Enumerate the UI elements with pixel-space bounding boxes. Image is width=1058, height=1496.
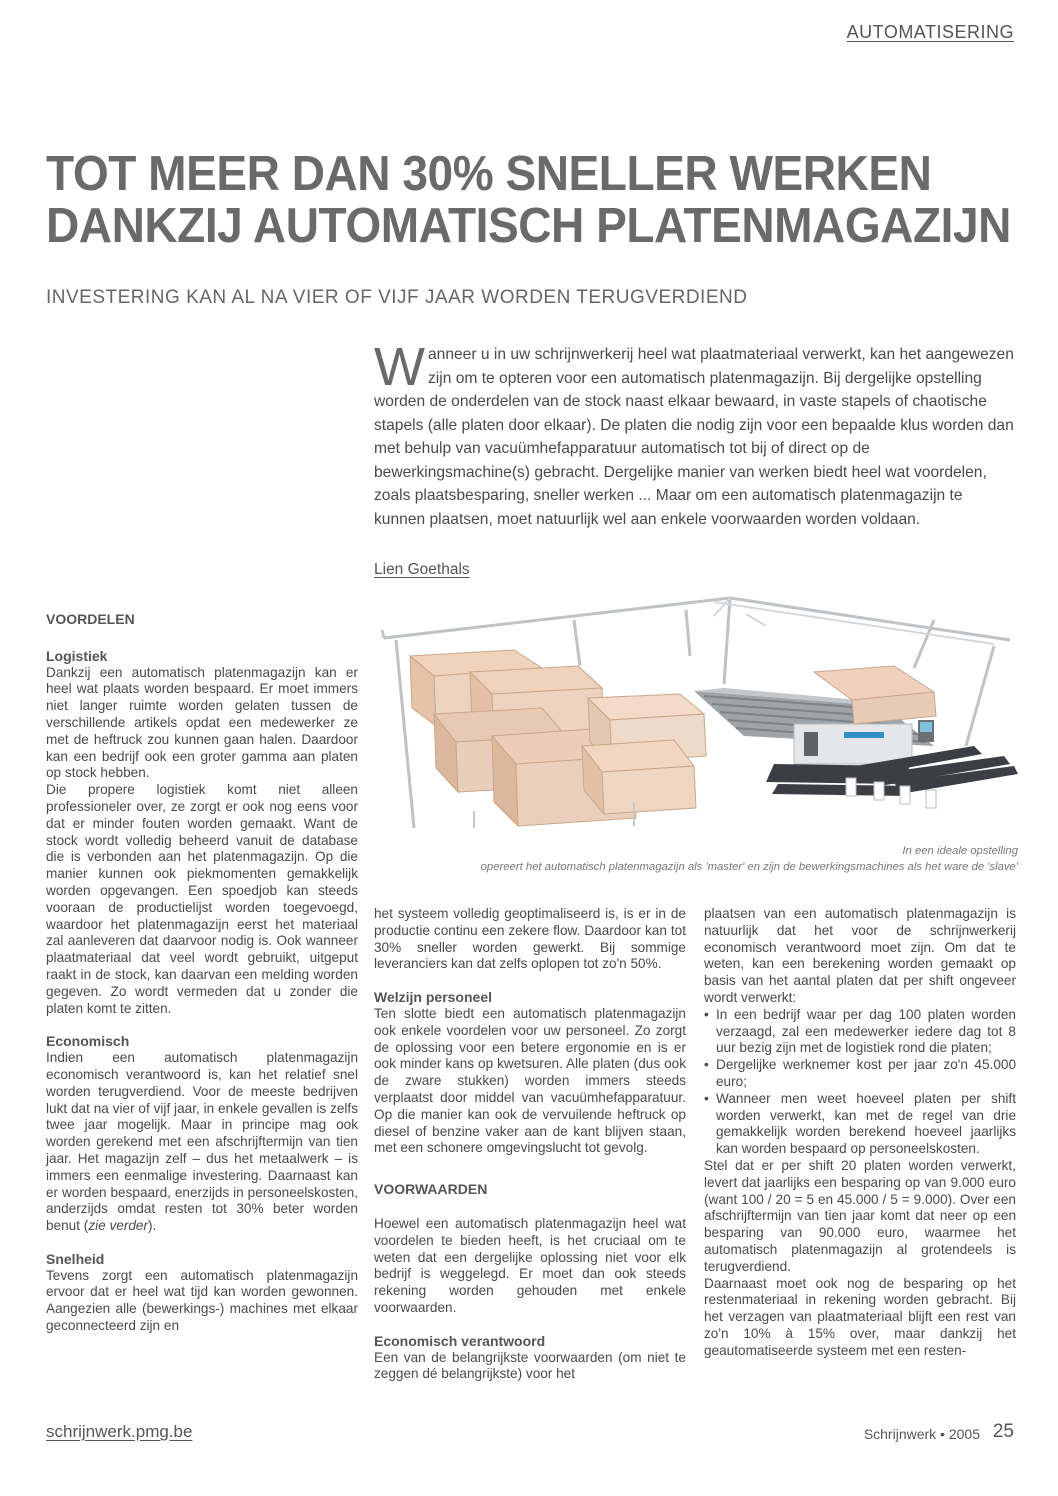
subheading-logistiek: Logistiek bbox=[46, 647, 108, 664]
section-tag[interactable]: AUTOMATISERING bbox=[846, 22, 1014, 42]
caption-line-1: In een ideale opstelling bbox=[902, 845, 1018, 857]
title-line-2: DANKZIJ AUTOMATISCH PLATENMAGAZIJN bbox=[46, 199, 1011, 253]
intro-paragraph bbox=[374, 337, 1018, 531]
paragraph: Hoewel een automatisch platenmagazijn heel wat voordelen te bieden heeft, is het cruciaal om te weten dat een dergelijke oplossing niet voor elk bedrijf is weggelegd. Er moet dan ook steeds rekening worden gehouden met enkele voorwaarden. bbox=[374, 1215, 686, 1315]
paragraph: Ten slotte biedt een automatisch platenmagazijn ook enkele voordelen voor uw personeel. Zo zorgt de oplossing voor een betere ergonomie en is er ook minder kans op kwetsuren. Alle platen (dus ook de zware stukken) worden immers steeds verplaatst door middel van vacuümhefapparatuur. Op die manier kan ook de vervuilende heftruck op diesel of benzine vaker aan de kant blijven staan, met een schonere omgevingslucht tot gevolg. bbox=[374, 1005, 686, 1156]
paragraph: Daarnaast moet ook nog de besparing op het restenmateriaal in rekening worden gebracht. Bij het verzagen van plaatmateriaal blijft een rest van zo'n 10% à 15% over, maar dankzij het geautomatiseerde systeem met een resten- bbox=[704, 1275, 1016, 1358]
title-line-1: TOT MEER DAN 30% SNELLER WERKEN bbox=[46, 147, 932, 201]
subheading-economisch-verantwoord: Economisch verantwoord bbox=[374, 1332, 546, 1349]
website-link[interactable]: schrijnwerk.pmg.be bbox=[46, 1422, 193, 1441]
list-item: • Wanneer men weet hoeveel platen per shift worden verwerkt, kan met de regel van drie gemakkelijk worden berekend hoeveel jaarlijks kan worden bespaard op personeelskosten. bbox=[704, 1091, 1016, 1158]
paragraph: het systeem volledig geoptimaliseerd is, is er in de productie continu een zekere flow. Daardoor kan tot 30% sneller worden gewerkt. Bij sommige leveranciers kan dat zelfs oplopen tot zo'n 50%. bbox=[374, 906, 686, 972]
column-2 bbox=[374, 906, 686, 1383]
caption-line-2: opereert het automatisch platenmagazijn als 'master' en zijn de bewerkingsmachines als het ware de 'slave' bbox=[480, 861, 1018, 873]
subheading-economisch: Economisch bbox=[46, 1033, 130, 1050]
author-link[interactable]: Lien Goethals bbox=[374, 561, 470, 578]
subheading-snelheid: Snelheid bbox=[46, 1250, 105, 1267]
paragraph: Indien een automatisch platenmagazijn economisch verantwoord is, kan het relatief snel worden terugverdiend. Voor de meeste bedrijven lukt dat na vier of vijf jaar, in enkele gevallen is zelfs twee jaar mogelijk. Maar in principe mag ook worden gerekend met een afschrijftermijn van tien jaar. Het magazijn zelf – dus het metaalwerk – is immers een eenmalige investering. Daarnaast kan er worden bespaard, enerzijds in personeelskosten, anderzijds omdat resten tot 30% beter worden benut (zie verder). bbox=[46, 1050, 358, 1234]
list-item: • Dergelijke werknemer kost per jaar zo'n 45.000 euro; bbox=[704, 1057, 1016, 1091]
article-title bbox=[46, 147, 1011, 253]
paragraph: Een van de belangrijkste voorwaarden (om niet te zeggen dé belangrijkste) voor het bbox=[374, 1349, 686, 1382]
subheading-welzijn: Welzijn personeel bbox=[374, 989, 492, 1006]
italic-ref: zie verder bbox=[88, 1218, 149, 1234]
paragraph: Stel dat er per shift 20 platen worden verwerkt, levert dat jaarlijks een besparing op van 9.000 euro (want 100 / 20 = 5 en 45.000 / 5 = 9.000). Over een afschrijftermijn van tien jaar komt dat neer op een besparing van 90.000 euro, waarmee het automatisch platenmagazijn al grotendeels is terugverdiend. bbox=[704, 1157, 1016, 1274]
column-3 bbox=[704, 906, 1016, 1360]
drop-cap: W bbox=[374, 337, 425, 397]
machine-photo bbox=[374, 596, 1018, 838]
page-number: 25 bbox=[992, 1421, 1014, 1442]
list-item: • In een bedrijf waar per dag 100 platen worden verzaagd, zal een medewerker iedere dag tot 8 uur bezig zijn met de logistiek rond die platen; bbox=[704, 1007, 1016, 1057]
paragraph: Die propere logistiek komt niet alleen professioneler over, ze zorgt er ook nog eens voor dat er minder fouten worden gemaakt. Want de stock wordt volledig beheerd vanuit de database die is verbonden aan het platenmagazijn. Op die manier kunnen ook piekmomenten gemakkelijk worden opgevangen. Een spoedjob kan steeds vooraan de productielijst worden toegevoegd, waardoor het platenmagazijn eerst het materiaal zal aanleveren dat daarvoor nodig is. Ook wanneer plaatmateriaal dat veel wordt gebruikt, uitgeput raakt in de stock, kan daarvan een melding worden gegeven. Zo wordt vermeden dat u zonder die platen komt te zitten. bbox=[46, 782, 358, 1016]
heading-voorwaarden: VOORWAARDEN bbox=[374, 1181, 488, 1198]
heading-voordelen: VOORDELEN bbox=[46, 611, 135, 627]
column-1 bbox=[46, 611, 358, 1335]
bullet-list bbox=[704, 1007, 1016, 1158]
paragraph: plaatsen van een automatisch platenmagazijn is natuurlijk dat het voor de schrijnwerkerij economisch verantwoord moet zijn. Om dat te weten, kan een berekening worden gemaakt op basis van het aantal platen dat per shift ongeveer wordt verwerkt: bbox=[704, 906, 1016, 1005]
magazine-name: Schrijnwerk • 2005 bbox=[863, 1426, 980, 1442]
paragraph: Tevens zorgt een automatisch platenmagazijn ervoor dat er heel wat tijd kan worden gewonnen. Aangezien alle (bewerkings-) machines met elkaar geconnecteerd zijn en bbox=[46, 1267, 358, 1334]
photo-caption bbox=[374, 843, 1018, 875]
paragraph: Dankzij een automatisch platenmagazijn kan er heel wat plaats worden bespaard. Er moet immers niet langer ruimte worden gelaten tussen de verschillende artikels opdat een medewerker ze met de heftruck zou kunnen gaan halen. Daardoor kan een bedrijf ook een groter gamma aan platen op stock hebben. bbox=[46, 664, 358, 781]
intro-text: anneer u in uw schrijnwerkerij heel wat plaatmateriaal verwerkt, kan het aangewezen zijn om te opteren voor een automatisch platenmagazijn. Bij dergelijke opstelling worden de onderdelen van de stock naast elkaar bewaard, in vaste stapels of chaotische stapels (alle platen door elkaar). De platen die nodig zijn voor een bepaalde klus worden dan met behulp van vacuümhefapparatuur automatisch tot bij of direct op de bewerkingsmachine(s) gebracht. Dergelijke manier van werken biedt heel wat voordelen, zoals plaatsbesparing, sneller werken ... Maar om een automatisch platenmagazijn te kunnen plaatsen, moet natuurlijk wel aan enkele voorwaarden worden voldaan. bbox=[374, 346, 1014, 528]
article-subtitle: INVESTERING KAN AL NA VIER OF VIJF JAAR WORDEN TERUGVERDIEND bbox=[46, 287, 748, 308]
